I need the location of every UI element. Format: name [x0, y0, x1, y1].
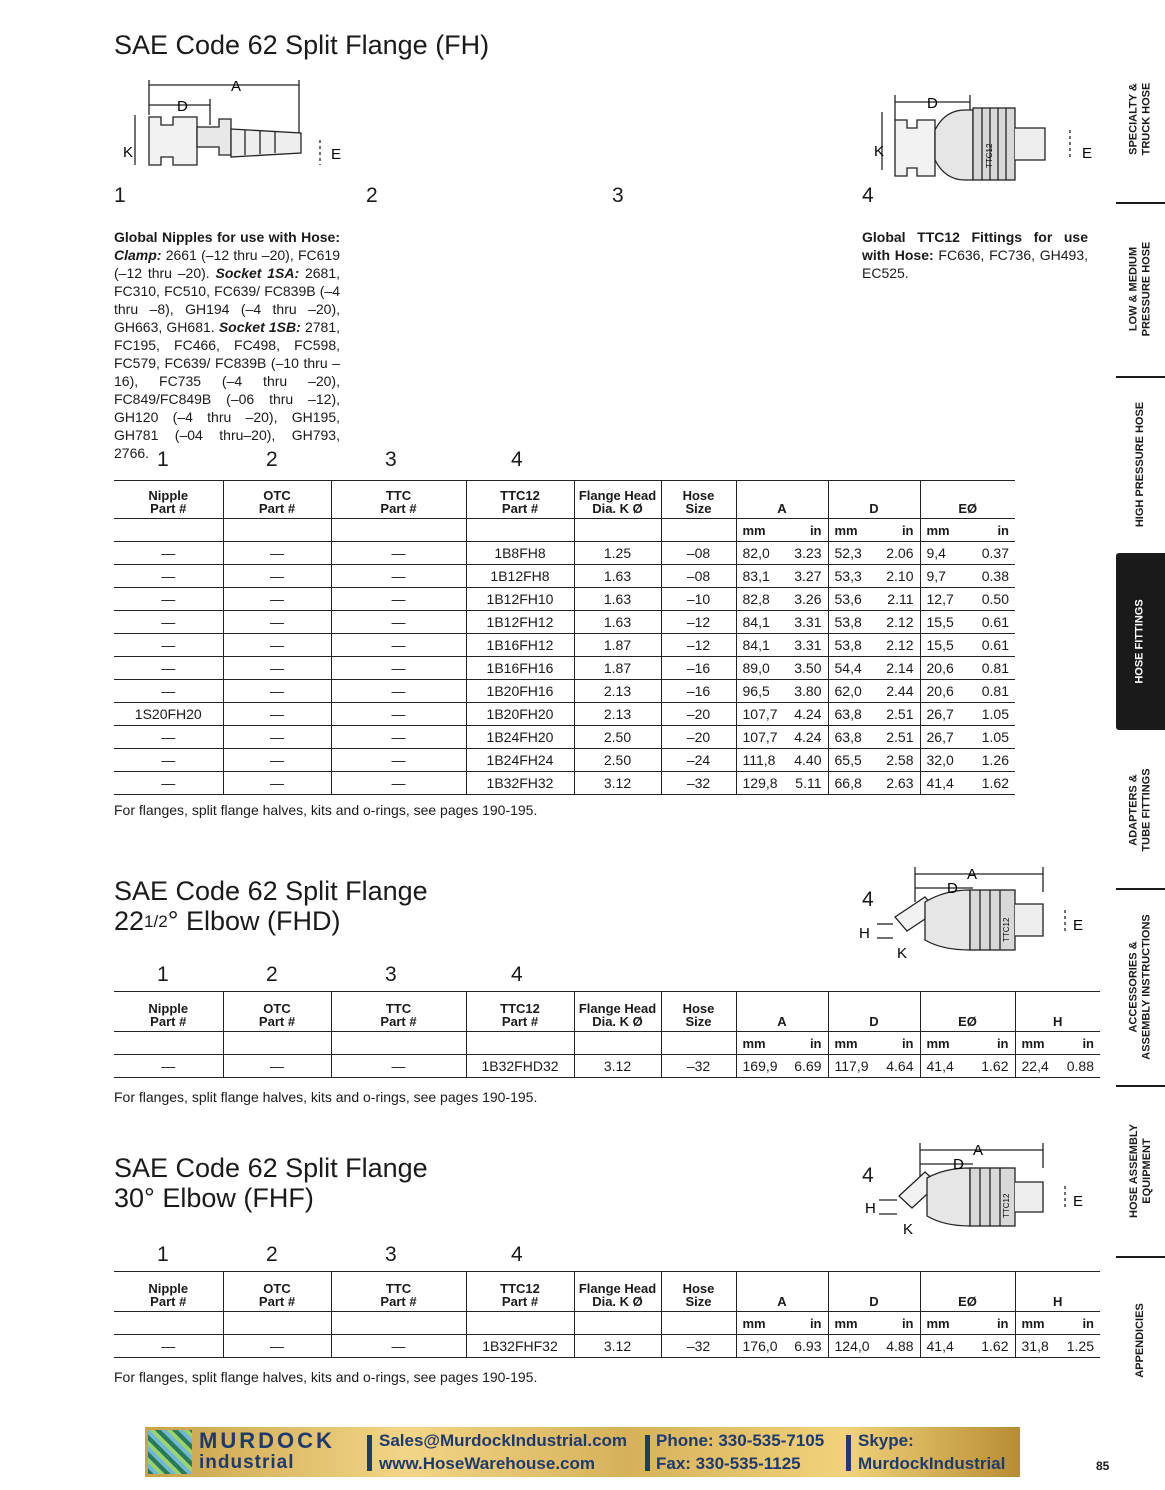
cell-otc: —	[223, 703, 331, 726]
cell-e: 20,6 0.81	[920, 680, 1015, 703]
cell-d: 53,8 2.12	[828, 634, 920, 657]
cell-size: –08	[661, 565, 736, 588]
cell-size: –12	[661, 634, 736, 657]
col-num-4: 4	[511, 448, 523, 471]
section2-title: SAE Code 62 Split Flange 221/2° Elbow (FHD)	[114, 876, 428, 936]
murdock-logo-icon	[148, 1430, 192, 1474]
svg-text:K: K	[897, 945, 908, 962]
cell-k: 2.13	[574, 680, 661, 703]
nipple-compatibility-note: Global Nipples for use with Hose: Clamp: 2661 (–12 thru –20), FC619 (–12 thru –20). Socket 1SA: 2681, FC310, FC510, FC639/ FC839B (–4 thru –8), GH194 (–4 thru –20), GH663, GH681. Socket 1SB: 2781, FC195, FC466, FC498, FC598, FC579, FC639/ FC839B (–10 thru –16), FC735 (–4 thru –20), FC849/FC849B (–06 thru –12), GH120 (–4 thru –20), GH195, GH781 (–04 thru–20), GH793, 2766.	[114, 229, 341, 461]
section1-title: SAE Code 62 Split Flange (FH)	[114, 30, 490, 60]
cell-d: 53,8 2.12	[828, 611, 920, 634]
svg-text:D: D	[927, 95, 938, 112]
tab-specialty-truck-hose[interactable]: SPECIALTY & TRUCK HOSE	[1127, 82, 1153, 156]
cell-size: –16	[661, 657, 736, 680]
fig-num-4: 4	[862, 184, 874, 207]
cell-otc: —	[223, 772, 331, 795]
cell-size: –12	[661, 611, 736, 634]
cell-nipple: —	[114, 680, 223, 703]
cell-ttc: —	[331, 657, 466, 680]
cell-k: 3.12	[574, 772, 661, 795]
cell-d: 124,0 4.88	[828, 1335, 920, 1358]
cell-k: 1.25	[574, 542, 661, 565]
cell-ttc: —	[331, 565, 466, 588]
cell-nipple: —	[114, 1055, 223, 1078]
banner-fax: Fax: 330-535-1125	[656, 1454, 801, 1473]
col-num-3: 3	[385, 448, 397, 471]
banner-skype: MurdockIndustrial	[858, 1454, 1006, 1473]
svg-text:A: A	[973, 1142, 984, 1159]
cell-k: 1.63	[574, 588, 661, 611]
cell-e: 15,5 0.61	[920, 634, 1015, 657]
cell-nipple: —	[114, 542, 223, 565]
cell-nipple: 1S20FH20	[114, 703, 223, 726]
fhd-col-num-4: 4	[511, 963, 523, 986]
murdock-banner	[145, 1427, 1020, 1477]
cell-size: –32	[661, 1055, 736, 1078]
cell-d: 65,5 2.58	[828, 749, 920, 772]
cell-e: 26,7 1.05	[920, 703, 1015, 726]
cell-d: 66,8 2.63	[828, 772, 920, 795]
cell-ttc12: 1B8FH8	[466, 542, 574, 565]
cell-otc: —	[223, 726, 331, 749]
cell-a: 169,9 6.69	[736, 1055, 828, 1078]
svg-text:D: D	[947, 880, 958, 897]
cell-h: 22,4 0.88	[1015, 1055, 1100, 1078]
cell-ttc12: 1B12FH12	[466, 611, 574, 634]
fhf-spec-table: Nipple Part # OTC Part # TTC Part # TTC12 Part # Flange Head Dia. K Ø Hose Size A D EØ H mm in mm in mm in mm in — — — 1B32FHF32 3.12 –32 176,0 6.93 124,0 4.88 41,4 1.62 31,8 1.25	[114, 1271, 1100, 1358]
table-row	[114, 565, 1015, 588]
svg-text:K: K	[123, 144, 134, 161]
cell-k: 2.50	[574, 749, 661, 772]
cell-otc: —	[223, 565, 331, 588]
cell-size: –16	[661, 680, 736, 703]
brand-name: MURDOCK	[199, 1428, 335, 1453]
cell-e: 41,4 1.62	[920, 1055, 1015, 1078]
cell-a: 107,7 4.24	[736, 726, 828, 749]
tab-appendicies[interactable]: APPENDICIES	[1134, 1302, 1147, 1378]
fh-spec-table: Nipple Part # OTC Part # TTC Part # TTC12 Part # Flange Head Dia. K Ø Hose Size A D EØ mm in mm in mm in — — — 1B8FH8 1.25 –08 82,0 3.23 52,3 2.06 9,4 0.37 — — — 1B12FH8 1.63 –08 83,1 3.27 53,3 2.10 9,7 0.38 — — — 1B12FH10 1.63 –10 82,8 3.26 53,6 2.11 12,7 0.50 — — — 1B12FH12 1.63 –12 84,1 3.31 53,8 2.12 15,5 0.61 — — — 1B16FH12 1.87 –12 84,1 3.31 53,8 2.12 15,5 0.61 — — — 1B16FH16 1.87 –16 89,0 3.50 54,4 2.14 20,6 0.81 — — — 1B20FH16 2.13 –16 96,5 3.80 62,0 2.44 20,6 0.81 1S20FH20 — — 1B20FH20 2.13 –20 107,7 4.24 63,8 2.51 26,7 1.05 — — — 1B24FH20 2.50 –20 107,7 4.24 63,8 2.51 26,7 1.05 — — — 1B24FH24 2.50 –24 111,8 4.40 65,5 2.58 32,0 1.26 — — — 1B32FH32 3.12 –32 129,8 5.11 66,8 2.63 41,4 1.62	[114, 480, 1015, 795]
table-row	[114, 1055, 1100, 1078]
cell-k: 1.87	[574, 634, 661, 657]
cell-nipple: —	[114, 634, 223, 657]
cell-size: –20	[661, 726, 736, 749]
fig-num-3: 3	[612, 184, 624, 207]
cell-d: 54,4 2.14	[828, 657, 920, 680]
cell-otc: —	[223, 657, 331, 680]
fhd-fig-num: 4	[862, 888, 874, 911]
table-row	[114, 542, 1015, 565]
cell-e: 9,4 0.37	[920, 542, 1015, 565]
tab-adapters-tube-fittings[interactable]: ADAPTERS & TUBE FITTINGS	[1127, 768, 1153, 852]
cell-ttc: —	[331, 588, 466, 611]
cell-ttc: —	[331, 542, 466, 565]
cell-e: 41,4 1.62	[920, 772, 1015, 795]
fhf-fig-num: 4	[862, 1164, 874, 1187]
cell-ttc: —	[331, 1335, 466, 1358]
cell-d: 63,8 2.51	[828, 726, 920, 749]
cell-k: 2.13	[574, 703, 661, 726]
cell-d: 62,0 2.44	[828, 680, 920, 703]
cell-ttc12: 1B12FH8	[466, 565, 574, 588]
cell-a: 176,0 6.93	[736, 1335, 828, 1358]
brand-sub: industrial	[199, 1452, 295, 1473]
tab-low-medium-pressure-hose[interactable]: LOW & MEDIUM PRESSURE HOSE	[1127, 241, 1153, 337]
cell-e: 20,6 0.81	[920, 657, 1015, 680]
cell-e: 9,7 0.38	[920, 565, 1015, 588]
table-row	[114, 657, 1015, 680]
cell-ttc: —	[331, 611, 466, 634]
cell-h: 31,8 1.25	[1015, 1335, 1100, 1358]
cell-ttc12: 1B32FH32	[466, 772, 574, 795]
cell-ttc12: 1B16FH12	[466, 634, 574, 657]
svg-text:H: H	[865, 1200, 876, 1217]
cell-nipple: —	[114, 611, 223, 634]
table-row	[114, 703, 1015, 726]
cell-nipple: —	[114, 657, 223, 680]
fh-ttc12-diagram	[870, 90, 1100, 185]
svg-text:E: E	[331, 146, 342, 163]
cell-a: 82,0 3.23	[736, 542, 828, 565]
svg-text:H: H	[859, 925, 870, 942]
cell-size: –10	[661, 588, 736, 611]
fhf-col-num-3: 3	[385, 1243, 397, 1266]
cell-nipple: —	[114, 726, 223, 749]
svg-text:A: A	[231, 78, 242, 95]
banner-phone: Phone: 330-535-7105	[656, 1431, 825, 1450]
fig-num-1: 1	[114, 184, 126, 207]
cell-ttc: —	[331, 749, 466, 772]
fig-num-2: 2	[366, 184, 378, 207]
col-num-2: 2	[266, 448, 278, 471]
cell-a: 83,1 3.27	[736, 565, 828, 588]
svg-text:TTC12: TTC12	[1002, 917, 1011, 942]
tab-high-pressure-hose[interactable]: HIGH PRESSURE HOSE	[1134, 401, 1146, 527]
svg-text:D: D	[953, 1156, 964, 1173]
cell-ttc: —	[331, 726, 466, 749]
banner-skype-label: Skype:	[858, 1431, 914, 1450]
cell-ttc: —	[331, 703, 466, 726]
svg-text:K: K	[903, 1221, 914, 1238]
cell-k: 3.12	[574, 1055, 661, 1078]
svg-text:TTC12: TTC12	[1002, 1193, 1011, 1218]
cell-size: –24	[661, 749, 736, 772]
cell-ttc12: 1B16FH16	[466, 657, 574, 680]
cell-ttc12: 1B20FH16	[466, 680, 574, 703]
cell-d: 53,3 2.10	[828, 565, 920, 588]
svg-text:E: E	[1073, 1193, 1084, 1210]
cell-otc: —	[223, 611, 331, 634]
cell-k: 1.63	[574, 611, 661, 634]
cell-otc: —	[223, 749, 331, 772]
fhf-col-num-1: 1	[157, 1243, 169, 1266]
section1-footnote: For flanges, split flange halves, kits and o-rings, see pages 190-195.	[114, 802, 538, 818]
cell-otc: —	[223, 1055, 331, 1078]
cell-d: 117,9 4.64	[828, 1055, 920, 1078]
cell-otc: —	[223, 542, 331, 565]
cell-otc: —	[223, 634, 331, 657]
fhd-col-num-1: 1	[157, 963, 169, 986]
section3-title: SAE Code 62 Split Flange 30° Elbow (FHF)	[114, 1153, 428, 1213]
cell-a: 129,8 5.11	[736, 772, 828, 795]
table-row	[114, 680, 1015, 703]
cell-a: 82,8 3.26	[736, 588, 828, 611]
cell-a: 84,1 3.31	[736, 634, 828, 657]
cell-a: 107,7 4.24	[736, 703, 828, 726]
table-row	[114, 611, 1015, 634]
cell-otc: —	[223, 1335, 331, 1358]
cell-d: 52,3 2.06	[828, 542, 920, 565]
cell-k: 3.12	[574, 1335, 661, 1358]
tab-accessories-assembly[interactable]: ACCESSORIES & ASSEMBLY INSTRUCTIONS	[1127, 914, 1153, 1060]
fhf-elbow-diagram	[855, 1138, 1095, 1243]
table-row	[114, 726, 1015, 749]
cell-ttc12: 1B20FH20	[466, 703, 574, 726]
cell-size: –32	[661, 1335, 736, 1358]
cell-ttc: —	[331, 772, 466, 795]
cell-ttc: —	[331, 1055, 466, 1078]
cell-ttc12: 1B24FH24	[466, 749, 574, 772]
table-row	[114, 1335, 1100, 1358]
cell-ttc12: 1B24FH20	[466, 726, 574, 749]
fhd-spec-table: Nipple Part # OTC Part # TTC Part # TTC12 Part # Flange Head Dia. K Ø Hose Size A D EØ H mm in mm in mm in mm in — — — 1B32FHD32 3.12 –32 169,9 6.69 117,9 4.64 41,4 1.62 22,4 0.88	[114, 991, 1100, 1078]
cell-nipple: —	[114, 1335, 223, 1358]
svg-text:A: A	[967, 866, 978, 883]
page-number: 85	[1096, 1459, 1110, 1473]
table-row	[114, 588, 1015, 611]
cell-otc: —	[223, 588, 331, 611]
cell-nipple: —	[114, 772, 223, 795]
cell-ttc: —	[331, 634, 466, 657]
cell-otc: —	[223, 680, 331, 703]
cell-a: 96,5 3.80	[736, 680, 828, 703]
cell-size: –08	[661, 542, 736, 565]
col-num-1: 1	[157, 448, 169, 471]
fhd-elbow-diagram	[855, 862, 1095, 967]
cell-a: 89,0 3.50	[736, 657, 828, 680]
cell-d: 63,8 2.51	[828, 703, 920, 726]
svg-text:E: E	[1073, 917, 1084, 934]
fhd-col-num-2: 2	[266, 963, 278, 986]
table-row	[114, 772, 1015, 795]
cell-ttc: —	[331, 680, 466, 703]
tab-hose-assembly-equipment[interactable]: HOSE ASSEMBLY EQUIPMENT	[1127, 1124, 1153, 1218]
table-row	[114, 749, 1015, 772]
section2-footnote: For flanges, split flange halves, kits and o-rings, see pages 190-195.	[114, 1089, 538, 1105]
cell-e: 41,4 1.62	[920, 1335, 1015, 1358]
cell-e: 12,7 0.50	[920, 588, 1015, 611]
cell-nipple: —	[114, 749, 223, 772]
fhf-col-num-4: 4	[511, 1243, 523, 1266]
table-row	[114, 634, 1015, 657]
cell-d: 53,6 2.11	[828, 588, 920, 611]
section3-footnote: For flanges, split flange halves, kits and o-rings, see pages 190-195.	[114, 1369, 538, 1385]
cell-ttc12: 1B12FH10	[466, 588, 574, 611]
cell-k: 1.63	[574, 565, 661, 588]
cell-k: 2.50	[574, 726, 661, 749]
banner-website[interactable]: www.HoseWarehouse.com	[379, 1454, 596, 1473]
svg-text:D: D	[177, 98, 188, 115]
tab-hose-fittings[interactable]: HOSE FITTINGS	[1116, 553, 1165, 730]
cell-e: 26,7 1.05	[920, 726, 1015, 749]
fh-nipple-diagram	[115, 75, 355, 175]
cell-ttc12: 1B32FHD32	[466, 1055, 574, 1078]
fhf-col-num-2: 2	[266, 1243, 278, 1266]
cell-a: 111,8 4.40	[736, 749, 828, 772]
svg-text:TTC12: TTC12	[985, 143, 994, 168]
cell-nipple: —	[114, 565, 223, 588]
cell-a: 84,1 3.31	[736, 611, 828, 634]
cell-e: 32,0 1.26	[920, 749, 1015, 772]
cell-k: 1.87	[574, 657, 661, 680]
cell-nipple: —	[114, 588, 223, 611]
svg-text:K: K	[874, 143, 885, 160]
cell-e: 15,5 0.61	[920, 611, 1015, 634]
svg-text:E: E	[1082, 145, 1093, 162]
fhd-col-num-3: 3	[385, 963, 397, 986]
cell-ttc12: 1B32FHF32	[466, 1335, 574, 1358]
ttc12-compatibility-note: Global TTC12 Fittings for use with Hose: FC636, FC736, GH493, EC525.	[862, 229, 1089, 281]
cell-size: –20	[661, 703, 736, 726]
banner-email[interactable]: Sales@MurdockIndustrial.com	[379, 1431, 628, 1450]
cell-size: –32	[661, 772, 736, 795]
